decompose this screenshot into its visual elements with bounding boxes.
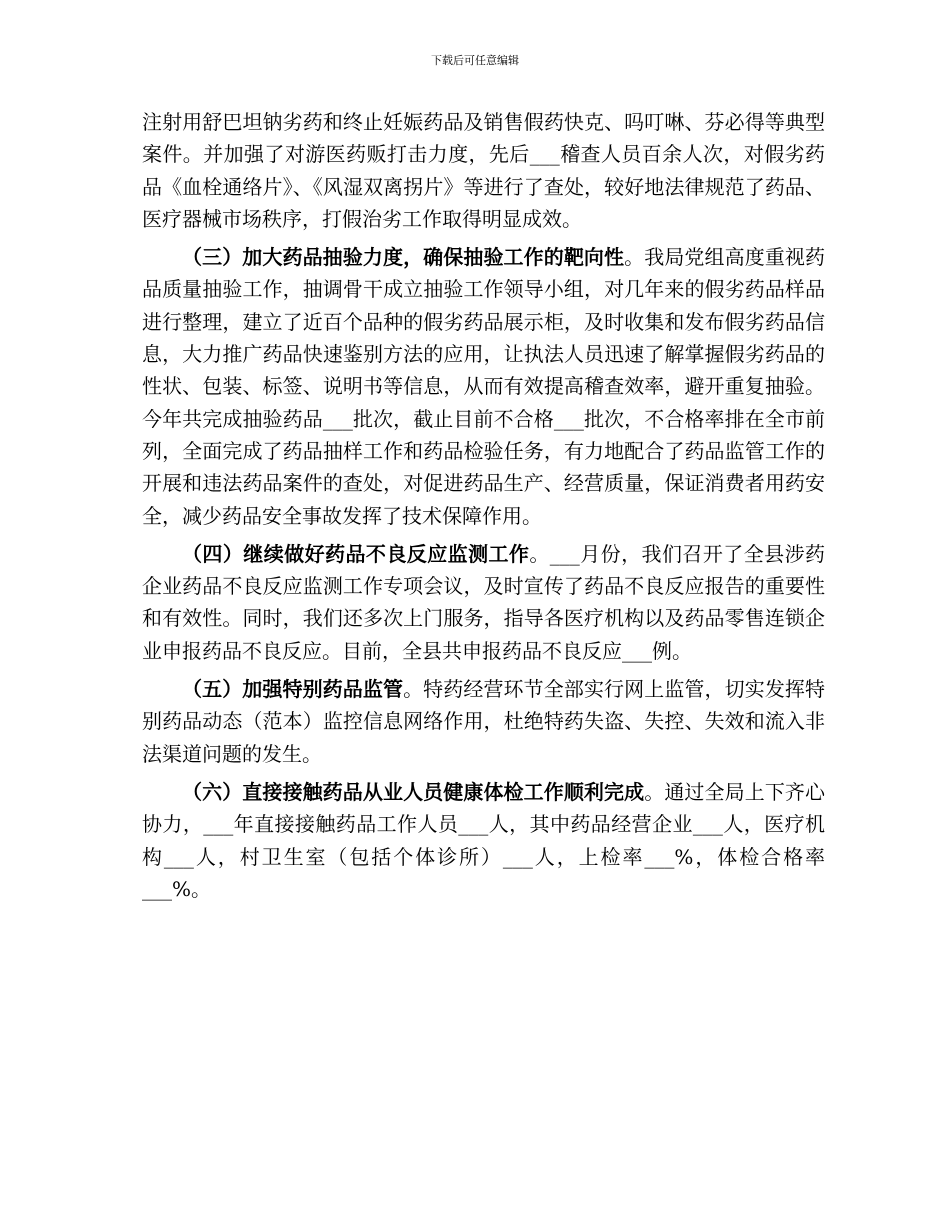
section-6-heading: （六）直接接触药品从业人员健康体检工作顺利完成	[182, 779, 645, 804]
paragraph-section-4: （四）继续做好药品不良反应监测工作。___月份，我们召开了全县涉药企业药品不良反应监测工作专项会议，及时宣传了药品不良反应报告的重要性和有效性。同时，我们还多次上门服务，指导各医疗机构以及药品零售连锁企业申报药品不良反应。目前，全县共申报药品不良反应___例。	[142, 541, 826, 663]
page-header: 下载后可任意编辑	[431, 54, 519, 67]
section-5-heading: （五）加强特别药品监管	[182, 677, 404, 702]
paragraph-section-6: （六）直接接触药品从业人员健康体检工作顺利完成。通过全局上下齐心协力，___年直接接触药品工作人员___人，其中药品经营企业___人，医疗机构___人，村卫生室（包括个体诊所）___人，上检率___%，体检合格率___%。	[142, 779, 826, 901]
section-3-heading: （三）加大药品抽验力度，确保抽验工作的靶向性	[182, 245, 625, 270]
document-body	[142, 106, 825, 911]
section-4-heading: （四）继续做好药品不良反应监测工作	[182, 541, 530, 566]
paragraph-section-3: （三）加大药品抽验力度，确保抽验工作的靶向性。我局党组高度重视药品质量抽验工作，抽调骨干成立抽验工作领导小组，对几年来的假劣药品样品进行整理，建立了近百个品种的假劣药品展示柜，及时收集和发布假劣药品信息，大力推广药品快速鉴别方法的应用，让执法人员迅速了解掌握假劣药品的性状、包装、标签、说明书等信息，从而有效提高稽查效率，避开重复抽验。今年共完成抽验药品___批次，截止目前不合格___批次，不合格率排在全市前列，全面完成了药品抽样工作和药品检验任务，有力地配合了药品监管工作的开展和违法药品案件的查处，对促进药品生产、经营质量，保证消费者用药安全，减少药品安全事故发挥了技术保障作用。	[142, 245, 826, 528]
paragraph-section-5: （五）加强特别药品监管。特药经营环节全部实行网上监管，切实发挥特别药品动态（范本）监控信息网络作用，杜绝特药失盗、失控、失效和流入非法渠道问题的发生。	[142, 677, 826, 766]
paragraph-continuation: 注射用舒巴坦钠劣药和终止妊娠药品及销售假药快克、吗叮啉、芬必得等典型案件。并加强了对游医药贩打击力度，先后___稽查人员百余人次，对假劣药品《血栓通络片》、《风湿双离拐片》等进行了查处，较好地法律规范了药品、医疗器械市场秩序，打假治劣工作取得明显成效。	[142, 110, 826, 231]
